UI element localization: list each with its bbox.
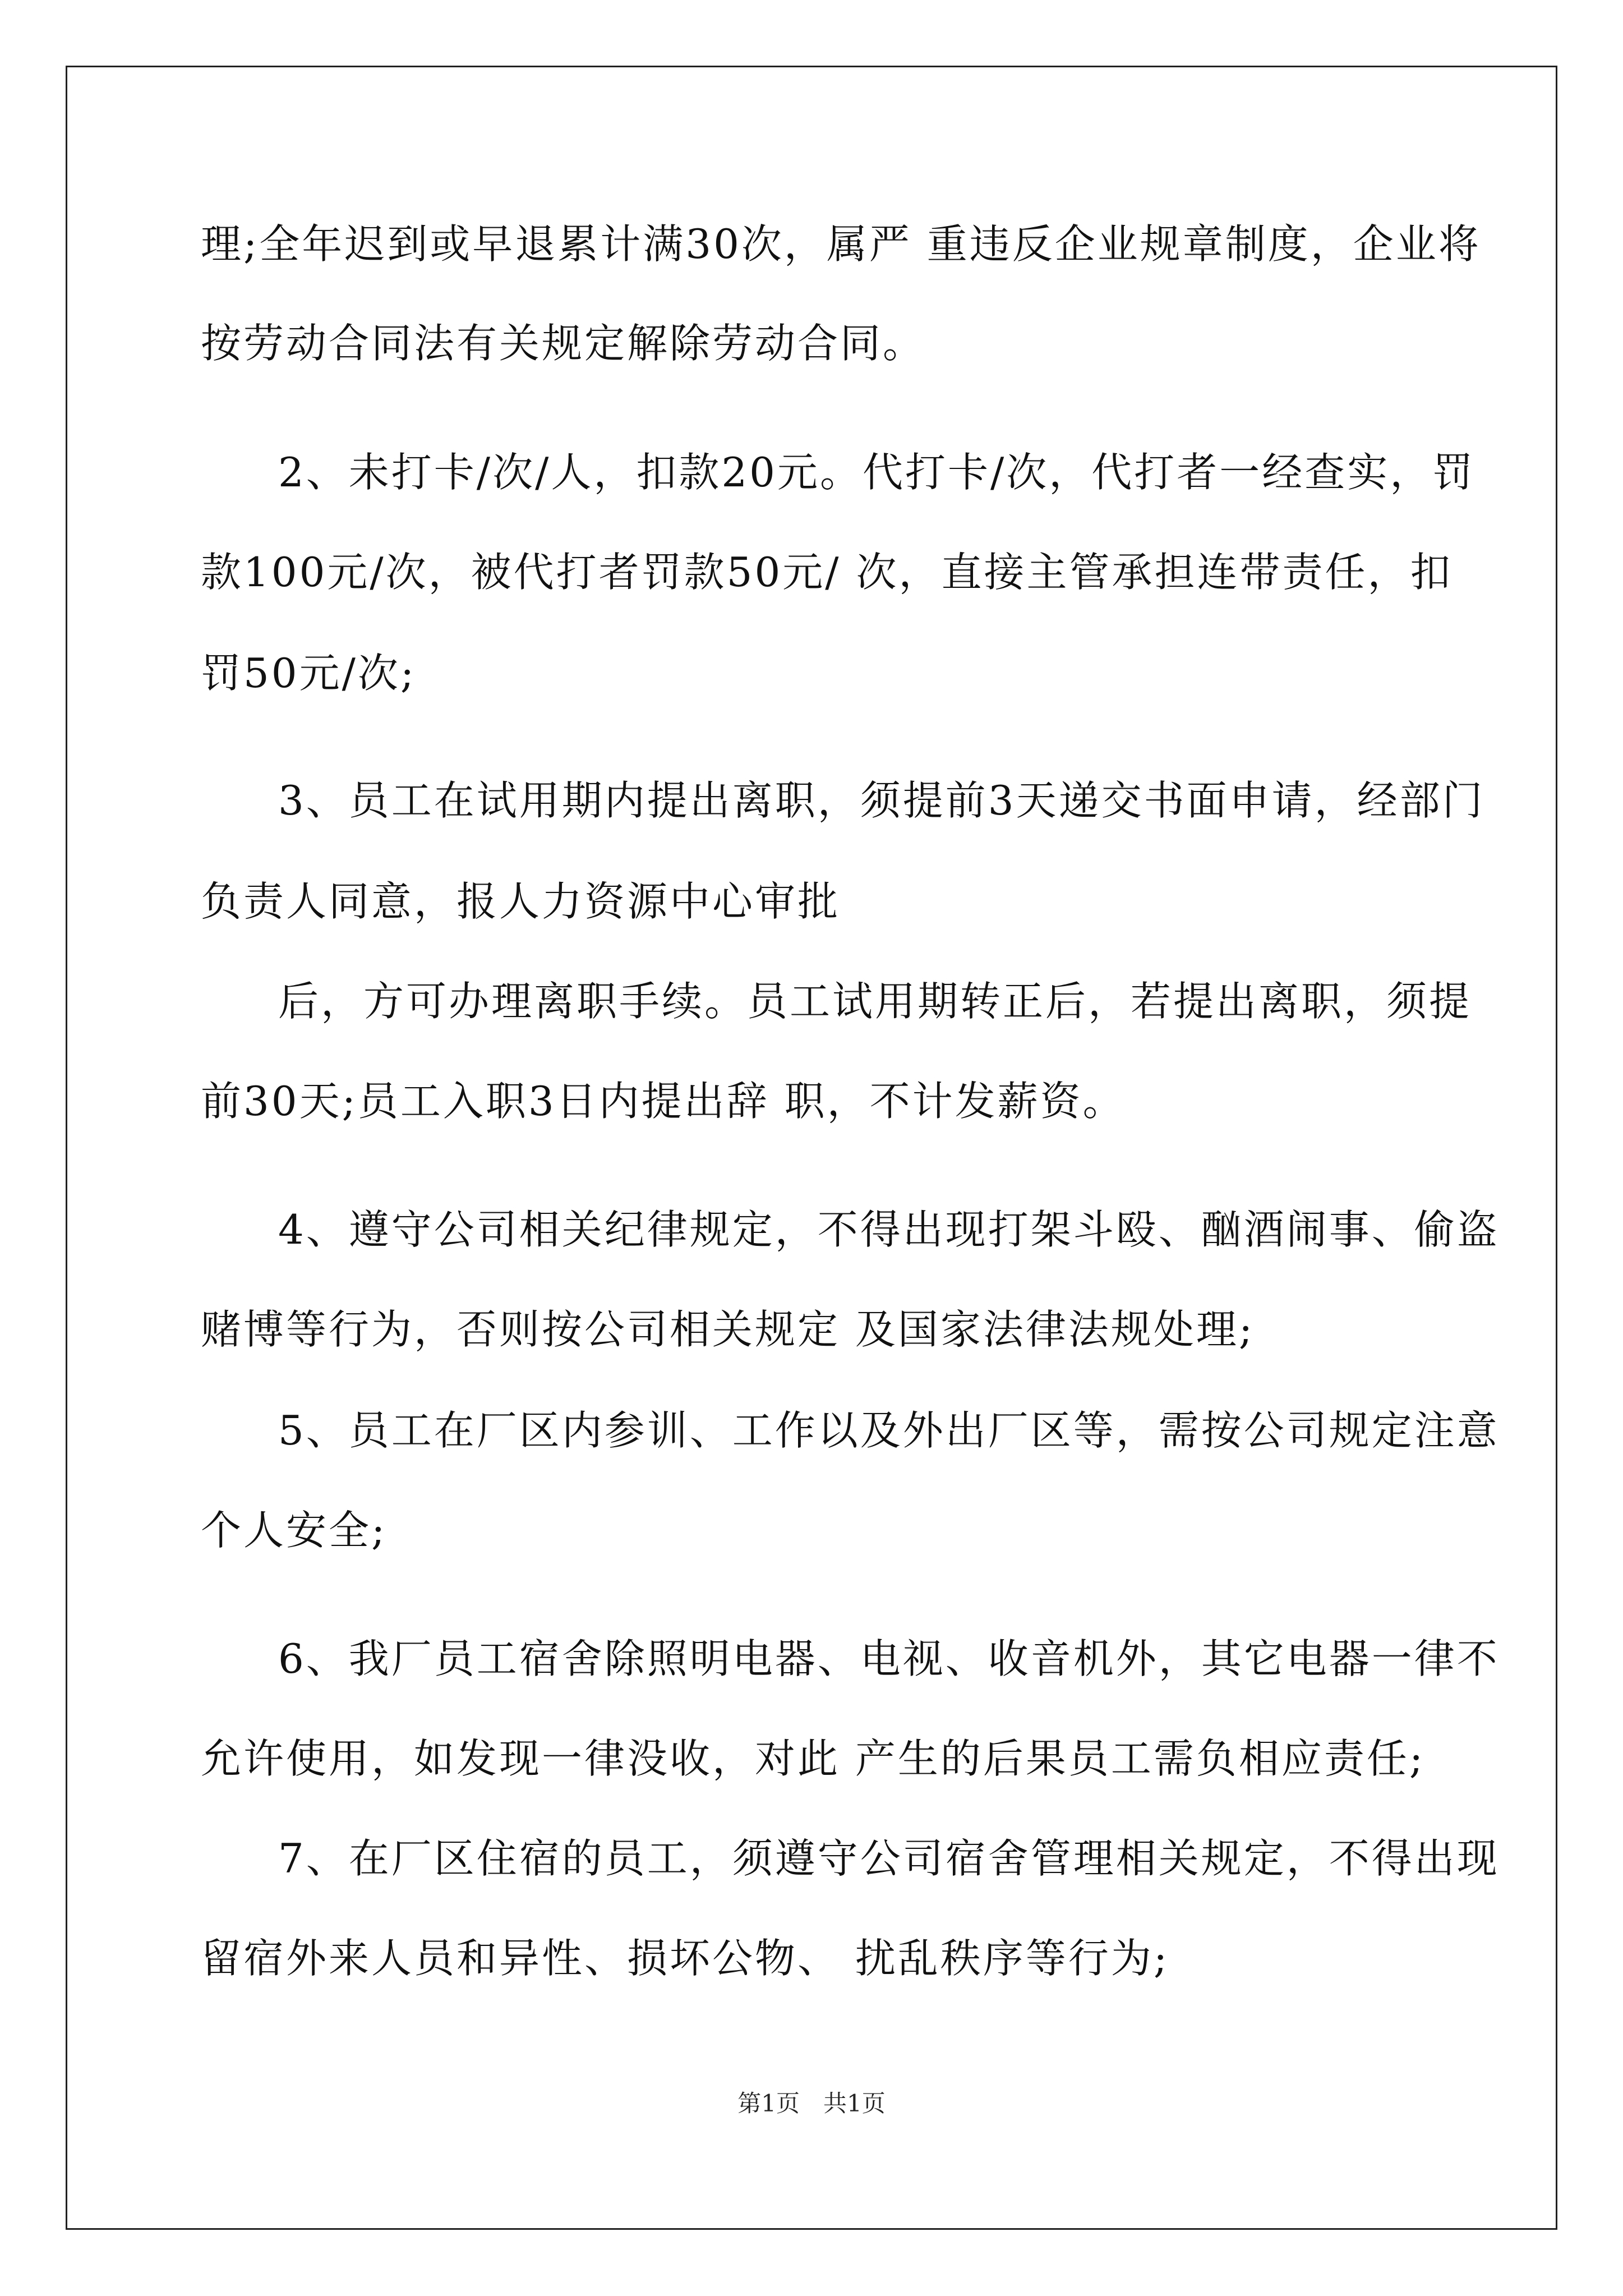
text-line: 个人安全; <box>201 1507 388 1554</box>
page-border <box>66 66 1557 2230</box>
text-line: 款100元/次，被代打者罚款50元/ 次，直接主管承担连带责任，扣 <box>201 549 1453 596</box>
text-line: 6、我厂员工宿舍除照明电器、电视、收音机外，其它电器一律不 <box>278 1635 1500 1682</box>
text-line: 按劳动合同法有关规定解除劳动合同。 <box>201 320 926 367</box>
text-line: 3、员工在试用期内提出离职，须提前3天递交书面申请，经部门 <box>278 777 1485 824</box>
text-line: 理;全年迟到或早退累计满30次，属严 重违反企业规章制度，企业将 <box>201 220 1481 268</box>
text-line: 负责人同意，报人力资源中心审批 <box>201 878 841 925</box>
text-line: 后，方可办理离职手续。员工试用期转正后，若提出离职，须提 <box>278 978 1472 1025</box>
text-line: 允许使用，如发现一律没收，对此 产生的后果员工需负相应责任; <box>201 1735 1426 1782</box>
text-line: 2、未打卡/次/人，扣款20元。代打卡/次，代打者一经查实，罚 <box>278 449 1476 496</box>
text-line: 留宿外来人员和异性、损坏公物、 扰乱秩序等行为; <box>201 1935 1170 1982</box>
text-line: 7、在厂区住宿的员工，须遵守公司宿舍管理相关规定，不得出现 <box>278 1835 1500 1882</box>
text-line: 前30天;员工入职3日内提出辞 职，不计发薪资。 <box>201 1078 1126 1125</box>
page-footer: 第1页 共1页 <box>737 2090 886 2117</box>
text-line: 4、遵守公司相关纪律规定，不得出现打架斗殴、酗酒闹事、偷盗 <box>278 1206 1500 1253</box>
text-line: 罚50元/次; <box>201 650 417 697</box>
text-line: 赌博等行为，否则按公司相关规定 及国家法律法规处理; <box>201 1306 1255 1353</box>
text-line: 5、员工在厂区内参训、工作以及外出厂区等，需按公司规定注意 <box>278 1407 1500 1454</box>
